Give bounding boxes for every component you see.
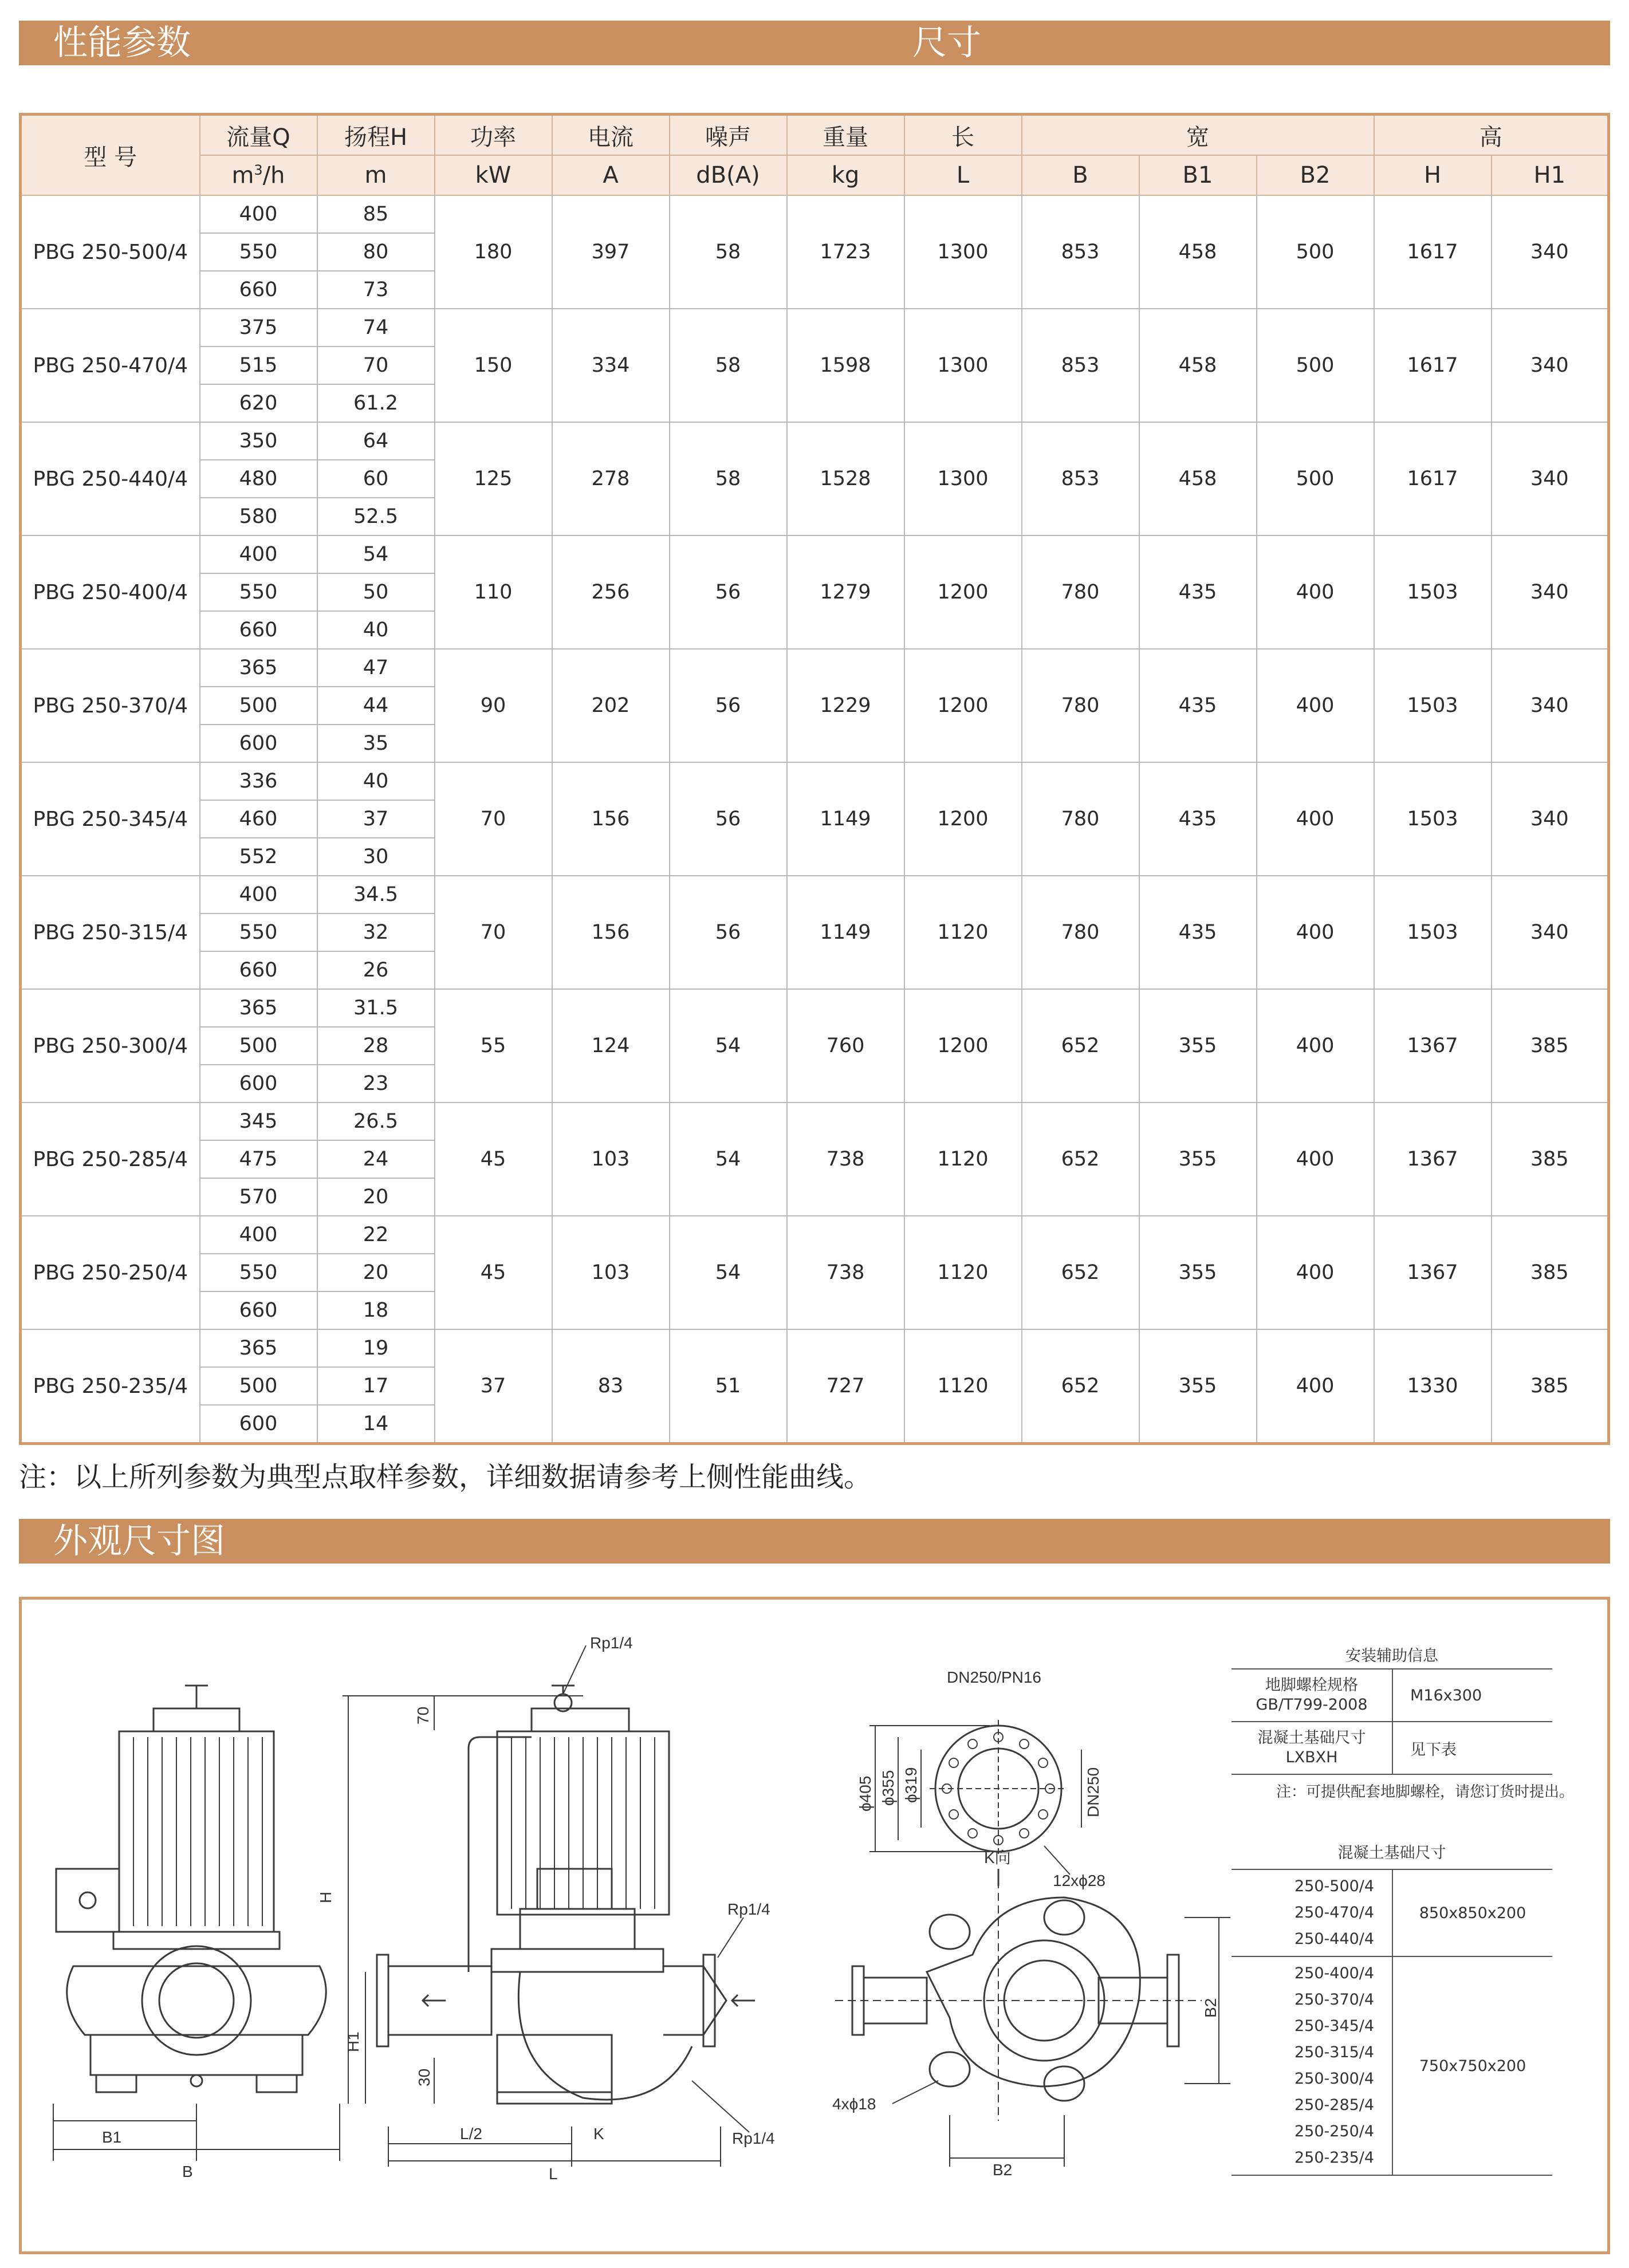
b-cell: 853 bbox=[1022, 422, 1139, 536]
db-cell: 58 bbox=[670, 422, 787, 536]
model-cell: PBG 250-315/4 bbox=[21, 876, 200, 989]
h1-cell: 340 bbox=[1492, 649, 1609, 762]
base-group bbox=[1231, 1957, 1552, 2176]
h-cell: 1503 bbox=[1374, 536, 1492, 649]
kg-cell: 1149 bbox=[787, 876, 904, 989]
base-model: 250-440/4 bbox=[1294, 1930, 1375, 1948]
l-cell: 1300 bbox=[904, 309, 1022, 422]
kw-cell: 90 bbox=[435, 649, 552, 762]
kw-cell: 70 bbox=[435, 876, 552, 989]
h-cell: 1503 bbox=[1374, 649, 1492, 762]
head-cell: 70 bbox=[317, 346, 435, 384]
a-cell: 256 bbox=[552, 536, 670, 649]
label-rp-top: Rp1/4 bbox=[590, 1634, 633, 1652]
base-table-title: 混凝土基础尺寸 bbox=[1337, 1844, 1446, 1862]
model-cell: PBG 250-285/4 bbox=[21, 1102, 200, 1216]
l-cell: 1120 bbox=[904, 876, 1022, 989]
base-group bbox=[1231, 1870, 1552, 1957]
label-b: B bbox=[182, 2163, 193, 2180]
a-cell: 397 bbox=[552, 195, 670, 309]
base-size: 750x750x200 bbox=[1419, 2057, 1526, 2075]
unit-flow: $m^3/h$ bbox=[200, 155, 317, 195]
unit-noise: dB(A) bbox=[670, 155, 787, 195]
unit-head: m bbox=[317, 155, 435, 195]
kg-cell: 1279 bbox=[787, 536, 904, 649]
table-row bbox=[21, 649, 1609, 687]
outline-drawing-frame bbox=[19, 1597, 1610, 2254]
h1-cell: 340 bbox=[1492, 309, 1609, 422]
head-cell: 22 bbox=[317, 1216, 435, 1254]
flow-cell: 345 bbox=[200, 1102, 317, 1140]
label-b1: B1 bbox=[102, 2128, 122, 2146]
table-note: 注：以上所列参数为典型点取样参数，详细数据请参考上侧性能曲线。 bbox=[19, 1461, 872, 1493]
db-cell: 56 bbox=[670, 536, 787, 649]
h-cell: 1617 bbox=[1374, 422, 1492, 536]
l-cell: 1200 bbox=[904, 649, 1022, 762]
flow-cell: 460 bbox=[200, 800, 317, 838]
flow-cell: 400 bbox=[200, 1216, 317, 1254]
flow-cell: 375 bbox=[200, 309, 317, 346]
table-row bbox=[21, 1329, 1609, 1367]
section-title-outline: 外观尺寸图 bbox=[53, 1521, 225, 1561]
head-cell: 40 bbox=[317, 611, 435, 649]
b1-cell: 435 bbox=[1139, 762, 1257, 876]
a-cell: 156 bbox=[552, 762, 670, 876]
b1-cell: 355 bbox=[1139, 1102, 1257, 1216]
h1-cell: 340 bbox=[1492, 422, 1609, 536]
base-model: 250-370/4 bbox=[1294, 1991, 1375, 2009]
head-cell: 60 bbox=[317, 460, 435, 498]
header-flow: 流量Q bbox=[200, 115, 317, 156]
label-l-half: L/2 bbox=[460, 2125, 482, 2143]
flow-cell: 660 bbox=[200, 611, 317, 649]
b2-cell: 400 bbox=[1257, 649, 1374, 762]
b2-cell: 400 bbox=[1257, 762, 1374, 876]
base-model: 250-400/4 bbox=[1294, 1964, 1375, 1982]
base-model: 250-285/4 bbox=[1294, 2096, 1375, 2114]
kg-cell: 1598 bbox=[787, 309, 904, 422]
a-cell: 83 bbox=[552, 1329, 670, 1444]
head-cell: 23 bbox=[317, 1065, 435, 1102]
head-cell: 73 bbox=[317, 271, 435, 309]
h-cell: 1617 bbox=[1374, 195, 1492, 309]
label-phi319: ϕ319 bbox=[902, 1767, 920, 1803]
b1-cell: 435 bbox=[1139, 876, 1257, 989]
flow-cell: 660 bbox=[200, 271, 317, 309]
h1-cell: 385 bbox=[1492, 989, 1609, 1102]
head-cell: 35 bbox=[317, 724, 435, 762]
kw-cell: 70 bbox=[435, 762, 552, 876]
kw-cell: 125 bbox=[435, 422, 552, 536]
base-size: 850x850x200 bbox=[1419, 1904, 1526, 1922]
flow-cell: 400 bbox=[200, 876, 317, 914]
unit-weight: kg bbox=[787, 155, 904, 195]
h-cell: 1367 bbox=[1374, 1216, 1492, 1329]
model-cell: PBG 250-500/4 bbox=[21, 195, 200, 309]
head-cell: 80 bbox=[317, 233, 435, 271]
model-cell: PBG 250-400/4 bbox=[21, 536, 200, 649]
kw-cell: 45 bbox=[435, 1102, 552, 1216]
base-label: 混凝土基础尺寸 LXBXH bbox=[1231, 1722, 1392, 1774]
base-model: 250-235/4 bbox=[1294, 2149, 1375, 2167]
a-cell: 103 bbox=[552, 1216, 670, 1329]
flange-view bbox=[930, 1720, 1067, 1857]
db-cell: 58 bbox=[670, 309, 787, 422]
head-cell: 44 bbox=[317, 687, 435, 724]
kg-cell: 1723 bbox=[787, 195, 904, 309]
db-cell: 56 bbox=[670, 876, 787, 989]
label-rp-side: Rp1/4 bbox=[727, 1900, 770, 1918]
base-value: 见下表 bbox=[1392, 1722, 1552, 1774]
unit-b: B bbox=[1022, 155, 1139, 195]
table-row bbox=[21, 422, 1609, 460]
flow-cell: 550 bbox=[200, 1254, 317, 1292]
a-cell: 278 bbox=[552, 422, 670, 536]
flow-cell: 660 bbox=[200, 1292, 317, 1329]
table-row bbox=[21, 309, 1609, 346]
model-cell: PBG 250-370/4 bbox=[21, 649, 200, 762]
unit-power: kW bbox=[435, 155, 552, 195]
a-cell: 334 bbox=[552, 309, 670, 422]
header-weight: 重量 bbox=[787, 115, 904, 156]
l-cell: 1120 bbox=[904, 1329, 1022, 1444]
b2-cell: 400 bbox=[1257, 1216, 1374, 1329]
head-cell: 17 bbox=[317, 1367, 435, 1405]
label-b2-side: B2 bbox=[1202, 1998, 1219, 2018]
flow-cell: 600 bbox=[200, 1405, 317, 1444]
base-size-table bbox=[1231, 1869, 1552, 2176]
header-noise: 噪声 bbox=[670, 115, 787, 156]
h1-cell: 340 bbox=[1492, 762, 1609, 876]
flow-cell: 400 bbox=[200, 536, 317, 573]
b1-cell: 458 bbox=[1139, 422, 1257, 536]
kw-cell: 150 bbox=[435, 309, 552, 422]
flow-cell: 550 bbox=[200, 914, 317, 951]
head-cell: 50 bbox=[317, 573, 435, 611]
base-model: 250-300/4 bbox=[1294, 2070, 1375, 2088]
base-model: 250-315/4 bbox=[1294, 2043, 1375, 2061]
head-cell: 20 bbox=[317, 1178, 435, 1216]
head-cell: 40 bbox=[317, 762, 435, 800]
flow-cell: 600 bbox=[200, 724, 317, 762]
table-row bbox=[21, 762, 1609, 800]
table-row bbox=[21, 1216, 1609, 1254]
h-cell: 1367 bbox=[1374, 1102, 1492, 1216]
flow-cell: 500 bbox=[200, 687, 317, 724]
kw-cell: 37 bbox=[435, 1329, 552, 1444]
bolt-value: M16x300 bbox=[1392, 1669, 1552, 1722]
flow-cell: 350 bbox=[200, 422, 317, 460]
kg-cell: 760 bbox=[787, 989, 904, 1102]
kg-cell: 727 bbox=[787, 1329, 904, 1444]
b-cell: 780 bbox=[1022, 649, 1139, 762]
b2-cell: 400 bbox=[1257, 876, 1374, 989]
kw-cell: 180 bbox=[435, 195, 552, 309]
model-cell: PBG 250-235/4 bbox=[21, 1329, 200, 1444]
head-cell: 19 bbox=[317, 1329, 435, 1367]
b2-cell: 500 bbox=[1257, 309, 1374, 422]
head-cell: 26 bbox=[317, 951, 435, 989]
b-cell: 780 bbox=[1022, 762, 1139, 876]
table-row bbox=[21, 536, 1609, 573]
label-k-direction: K向 bbox=[984, 1849, 1011, 1867]
b-cell: 652 bbox=[1022, 1102, 1139, 1216]
b2-cell: 400 bbox=[1257, 989, 1374, 1102]
db-cell: 54 bbox=[670, 1102, 787, 1216]
base-model: 250-250/4 bbox=[1294, 2123, 1375, 2140]
label-bolts: 4xϕ18 bbox=[832, 2095, 876, 2113]
flow-cell: 365 bbox=[200, 989, 317, 1027]
table-row bbox=[21, 195, 1609, 233]
h-cell: 1330 bbox=[1374, 1329, 1492, 1444]
flow-cell: 336 bbox=[200, 762, 317, 800]
flow-cell: 400 bbox=[200, 195, 317, 233]
h1-cell: 385 bbox=[1492, 1102, 1609, 1216]
b-cell: 652 bbox=[1022, 989, 1139, 1102]
b2-cell: 400 bbox=[1257, 1102, 1374, 1216]
label-phi405: ϕ405 bbox=[856, 1775, 874, 1812]
bolt-label: 地脚螺栓规格 GB/T799-2008 bbox=[1231, 1669, 1392, 1722]
flow-cell: 515 bbox=[200, 346, 317, 384]
head-cell: 32 bbox=[317, 914, 435, 951]
head-cell: 54 bbox=[317, 536, 435, 573]
db-cell: 51 bbox=[670, 1329, 787, 1444]
install-info-table bbox=[1231, 1640, 1552, 1775]
head-cell: 20 bbox=[317, 1254, 435, 1292]
unit-current: A bbox=[552, 155, 670, 195]
unit-h1: H1 bbox=[1492, 155, 1609, 195]
head-cell: 18 bbox=[317, 1292, 435, 1329]
db-cell: 54 bbox=[670, 989, 787, 1102]
kw-cell: 55 bbox=[435, 989, 552, 1102]
kg-cell: 738 bbox=[787, 1102, 904, 1216]
section-header-outline bbox=[19, 1519, 1610, 1564]
head-cell: 64 bbox=[317, 422, 435, 460]
db-cell: 58 bbox=[670, 195, 787, 309]
flow-cell: 550 bbox=[200, 573, 317, 611]
label-rp-bottom: Rp1/4 bbox=[732, 2129, 775, 2147]
label-30: 30 bbox=[415, 2068, 433, 2086]
header-power: 功率 bbox=[435, 115, 552, 156]
h1-cell: 340 bbox=[1492, 536, 1609, 649]
db-cell: 56 bbox=[670, 649, 787, 762]
flow-cell: 550 bbox=[200, 233, 317, 271]
head-cell: 85 bbox=[317, 195, 435, 233]
unit-b1: B1 bbox=[1139, 155, 1257, 195]
model-cell: PBG 250-300/4 bbox=[21, 989, 200, 1102]
label-h1: H1 bbox=[344, 2031, 362, 2052]
b-cell: 780 bbox=[1022, 876, 1139, 989]
table-row bbox=[21, 989, 1609, 1027]
base-model: 250-470/4 bbox=[1294, 1904, 1375, 1922]
label-l: L bbox=[549, 2165, 558, 2183]
header-model: 型 号 bbox=[21, 115, 200, 196]
head-cell: 14 bbox=[317, 1405, 435, 1444]
base-model: 250-345/4 bbox=[1294, 2017, 1375, 2035]
install-title: 安装辅助信息 bbox=[1231, 1640, 1552, 1669]
l-cell: 1200 bbox=[904, 536, 1022, 649]
side-view bbox=[377, 1686, 755, 2104]
kw-cell: 45 bbox=[435, 1216, 552, 1329]
head-cell: 30 bbox=[317, 838, 435, 876]
label-phi355: ϕ355 bbox=[879, 1770, 897, 1806]
a-cell: 156 bbox=[552, 876, 670, 989]
b-cell: 853 bbox=[1022, 195, 1139, 309]
spec-table bbox=[19, 113, 1610, 1445]
label-h: H bbox=[317, 1891, 335, 1903]
b1-cell: 435 bbox=[1139, 536, 1257, 649]
h-cell: 1617 bbox=[1374, 309, 1492, 422]
label-70: 70 bbox=[414, 1706, 432, 1724]
section-title-performance: 性能参数 bbox=[53, 23, 191, 63]
head-cell: 47 bbox=[317, 649, 435, 687]
header-width: 宽 bbox=[1022, 115, 1374, 156]
unit-h: H bbox=[1374, 155, 1492, 195]
h1-cell: 340 bbox=[1492, 195, 1609, 309]
label-dn-pn: DN250/PN16 bbox=[947, 1668, 1041, 1686]
flow-cell: 660 bbox=[200, 951, 317, 989]
kg-cell: 1149 bbox=[787, 762, 904, 876]
kg-cell: 738 bbox=[787, 1216, 904, 1329]
flow-cell: 365 bbox=[200, 1329, 317, 1367]
l-cell: 1120 bbox=[904, 1216, 1022, 1329]
b-cell: 853 bbox=[1022, 309, 1139, 422]
flow-cell: 620 bbox=[200, 384, 317, 422]
head-cell: 31.5 bbox=[317, 989, 435, 1027]
section-title-dimensions: 尺寸 bbox=[912, 23, 981, 63]
model-cell: PBG 250-470/4 bbox=[21, 309, 200, 422]
head-cell: 52.5 bbox=[317, 498, 435, 536]
h1-cell: 385 bbox=[1492, 1329, 1609, 1444]
flow-cell: 600 bbox=[200, 1065, 317, 1102]
header-length: 长 bbox=[904, 115, 1022, 156]
b1-cell: 458 bbox=[1139, 195, 1257, 309]
head-cell: 24 bbox=[317, 1140, 435, 1178]
h1-cell: 385 bbox=[1492, 1216, 1609, 1329]
flow-cell: 475 bbox=[200, 1140, 317, 1178]
flow-cell: 570 bbox=[200, 1178, 317, 1216]
table-row bbox=[21, 876, 1609, 914]
head-cell: 37 bbox=[317, 800, 435, 838]
b2-cell: 400 bbox=[1257, 536, 1374, 649]
flow-cell: 365 bbox=[200, 649, 317, 687]
a-cell: 124 bbox=[552, 989, 670, 1102]
b1-cell: 355 bbox=[1139, 1216, 1257, 1329]
flow-cell: 480 bbox=[200, 460, 317, 498]
a-cell: 202 bbox=[552, 649, 670, 762]
h-cell: 1367 bbox=[1374, 989, 1492, 1102]
head-cell: 26.5 bbox=[317, 1102, 435, 1140]
h1-cell: 340 bbox=[1492, 876, 1609, 989]
kg-cell: 1229 bbox=[787, 649, 904, 762]
flow-cell: 500 bbox=[200, 1367, 317, 1405]
flow-cell: 580 bbox=[200, 498, 317, 536]
b1-cell: 458 bbox=[1139, 309, 1257, 422]
db-cell: 56 bbox=[670, 762, 787, 876]
b2-cell: 400 bbox=[1257, 1329, 1374, 1444]
header-height: 高 bbox=[1374, 115, 1609, 156]
label-dn250: DN250 bbox=[1084, 1767, 1102, 1817]
a-cell: 103 bbox=[552, 1102, 670, 1216]
b2-cell: 500 bbox=[1257, 422, 1374, 536]
kg-cell: 1528 bbox=[787, 422, 904, 536]
l-cell: 1200 bbox=[904, 989, 1022, 1102]
b2-cell: 500 bbox=[1257, 195, 1374, 309]
label-b2-bottom: B2 bbox=[993, 2161, 1013, 2179]
head-cell: 28 bbox=[317, 1027, 435, 1065]
h-cell: 1503 bbox=[1374, 876, 1492, 989]
b-cell: 652 bbox=[1022, 1216, 1139, 1329]
head-cell: 34.5 bbox=[317, 876, 435, 914]
header-current: 电流 bbox=[552, 115, 670, 156]
b1-cell: 355 bbox=[1139, 1329, 1257, 1444]
model-cell: PBG 250-345/4 bbox=[21, 762, 200, 876]
top-view bbox=[835, 1869, 1202, 2121]
unit-length: L bbox=[904, 155, 1022, 195]
model-cell: PBG 250-250/4 bbox=[21, 1216, 200, 1329]
flow-cell: 552 bbox=[200, 838, 317, 876]
label-holes: 12xϕ28 bbox=[1053, 1872, 1105, 1889]
db-cell: 54 bbox=[670, 1216, 787, 1329]
l-cell: 1300 bbox=[904, 422, 1022, 536]
install-note: 注：可提供配套地脚螺栓，请您订货时提出。 bbox=[1276, 1783, 1575, 1801]
header-head: 扬程H bbox=[317, 115, 435, 156]
model-cell: PBG 250-440/4 bbox=[21, 422, 200, 536]
b-cell: 652 bbox=[1022, 1329, 1139, 1444]
b-cell: 780 bbox=[1022, 536, 1139, 649]
l-cell: 1200 bbox=[904, 762, 1022, 876]
b1-cell: 355 bbox=[1139, 989, 1257, 1102]
head-cell: 61.2 bbox=[317, 384, 435, 422]
head-cell: 74 bbox=[317, 309, 435, 346]
b1-cell: 435 bbox=[1139, 649, 1257, 762]
kw-cell: 110 bbox=[435, 536, 552, 649]
section-header-performance bbox=[19, 21, 1610, 65]
l-cell: 1300 bbox=[904, 195, 1022, 309]
label-k: K bbox=[593, 2125, 604, 2143]
unit-b2: B2 bbox=[1257, 155, 1374, 195]
base-model: 250-500/4 bbox=[1294, 1877, 1375, 1895]
l-cell: 1120 bbox=[904, 1102, 1022, 1216]
front-view bbox=[56, 1686, 326, 2092]
h-cell: 1503 bbox=[1374, 762, 1492, 876]
table-row bbox=[21, 1102, 1609, 1140]
flow-cell: 500 bbox=[200, 1027, 317, 1065]
